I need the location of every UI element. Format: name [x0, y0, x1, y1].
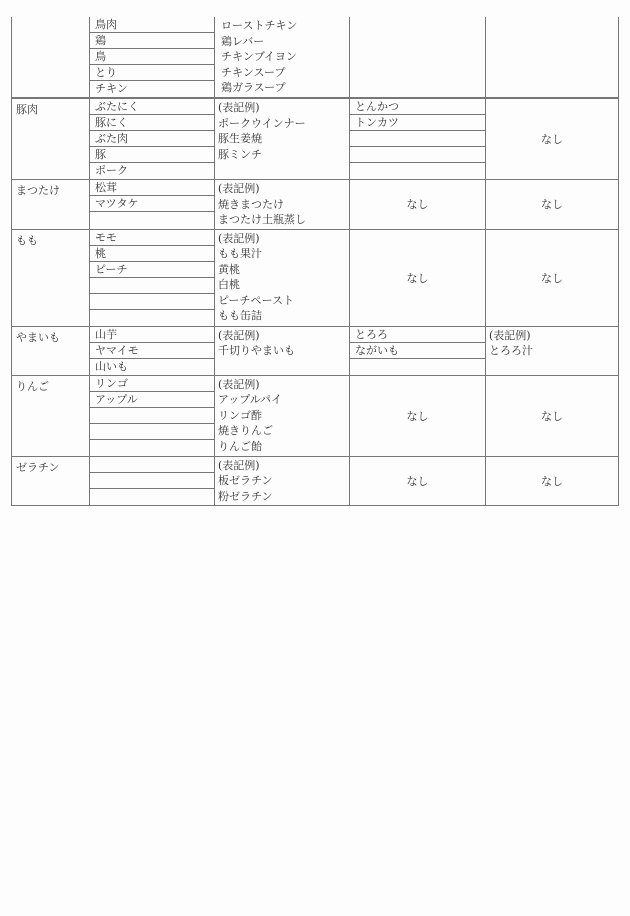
examples-cell — [214, 327, 349, 375]
col5-item: (表記例) — [489, 328, 531, 342]
alias: リンゴ — [90, 376, 214, 392]
alias — [90, 424, 214, 440]
aliases-cell — [89, 99, 214, 179]
alias: モモ — [90, 230, 214, 246]
table-row-matsutake — [11, 180, 619, 230]
col4-item: トンカツ — [350, 115, 485, 131]
table-row-chicken — [11, 17, 619, 98]
col5-cell: なし — [485, 180, 619, 229]
example: もも果汁 — [218, 247, 262, 260]
item-name-cell: もも — [11, 230, 89, 326]
alias: ポーク — [95, 164, 128, 177]
examples-cell — [214, 17, 349, 97]
aliases-cell — [89, 457, 214, 506]
col5-cell: なし — [485, 376, 619, 456]
item-name-cell: りんご — [11, 376, 89, 456]
col4-item — [350, 163, 485, 179]
alias: 鳥 — [90, 49, 214, 65]
item-name-cell: やまいも — [11, 327, 89, 375]
example: ポークウインナー — [218, 116, 306, 130]
example: アップルパイ — [218, 393, 283, 406]
example: 板ゼラチン — [218, 474, 273, 487]
example: (表記例) — [218, 458, 260, 472]
alias — [90, 408, 214, 424]
example: ローストチキン — [221, 19, 298, 32]
item-name-cell: ゼラチン — [11, 457, 89, 506]
item-name-cell: まつたけ — [11, 180, 89, 229]
example: 黄桃 — [218, 262, 240, 276]
table-row-peach — [11, 230, 619, 327]
examples-cell — [214, 99, 349, 179]
example: 焼きりんご — [218, 424, 273, 437]
example: まつたけ土瓶蒸し — [218, 213, 306, 226]
col4-item — [350, 131, 485, 147]
examples-cell — [214, 457, 349, 506]
alias: 豚 — [90, 147, 214, 163]
example: 豚ミンチ — [218, 147, 262, 161]
alias — [90, 473, 214, 489]
example: りんご飴 — [218, 439, 262, 453]
aliases-cell — [89, 180, 214, 229]
alias: 鳥肉 — [90, 17, 214, 33]
alias — [90, 440, 214, 456]
table-row-pork — [11, 98, 619, 180]
examples-cell — [214, 376, 349, 456]
example: 焼きまつたけ — [218, 197, 284, 211]
example: (表記例) — [218, 182, 260, 195]
alias: 桃 — [90, 246, 214, 262]
col4-cell — [349, 327, 485, 375]
example: チキンブイヨン — [221, 50, 297, 63]
example: 鶏レバー — [221, 34, 265, 48]
example: 千切りやまいも — [218, 344, 295, 357]
example: ピーチペースト — [218, 293, 295, 307]
col4-item: とろろ — [350, 327, 485, 343]
table-row-apple — [11, 376, 619, 457]
examples-cell — [214, 230, 349, 326]
col4-item — [350, 359, 485, 375]
alias — [90, 310, 214, 326]
aliases-cell — [89, 327, 214, 375]
example: チキンスープ — [221, 65, 286, 79]
alias: ぶた肉 — [90, 131, 214, 147]
aliases-cell — [89, 230, 214, 326]
alias — [90, 212, 214, 228]
alias — [90, 489, 214, 505]
allergen-table — [11, 17, 619, 506]
col5-cell — [485, 17, 619, 97]
col5-cell: なし — [485, 99, 619, 179]
col5-cell: なし — [485, 230, 619, 326]
example: (表記例) — [218, 231, 260, 245]
col5-cell: なし — [485, 457, 619, 506]
alias: とり — [90, 65, 214, 81]
col4-cell: なし — [349, 230, 485, 326]
alias: 松茸 — [90, 180, 214, 196]
item-name-cell: 豚肉 — [11, 99, 89, 179]
example: (表記例) — [218, 328, 260, 342]
alias: ヤマイモ — [90, 343, 214, 359]
example: リンゴ酢 — [218, 408, 262, 422]
alias: ぶたにく — [90, 99, 214, 115]
col4-item: ながいも — [350, 343, 485, 359]
alias — [90, 278, 214, 294]
examples-cell — [214, 180, 349, 229]
aliases-cell — [89, 376, 214, 456]
col4-cell: なし — [349, 376, 485, 456]
col5-item: とろろ汁 — [489, 344, 533, 357]
col4-cell — [349, 17, 485, 97]
alias: 山芋 — [90, 327, 214, 343]
table-row-gelatin — [11, 457, 619, 507]
example: 粉ゼラチン — [218, 489, 273, 503]
col4-cell — [349, 99, 485, 179]
example: もも缶詰 — [218, 309, 262, 322]
alias — [90, 294, 214, 310]
alias: 豚にく — [90, 115, 214, 131]
alias: マツタケ — [90, 196, 214, 212]
example: 鶏ガラスープ — [221, 81, 286, 94]
col4-cell: なし — [349, 180, 485, 229]
col4-item — [350, 147, 485, 163]
alias: 山いも — [95, 359, 128, 373]
alias: アップル — [90, 392, 214, 408]
example: (表記例) — [218, 101, 260, 114]
example: 豚生姜焼 — [218, 132, 262, 145]
table-row-yam — [11, 327, 619, 376]
example: (表記例) — [218, 377, 260, 391]
col4-cell: なし — [349, 457, 485, 506]
aliases-cell — [89, 17, 214, 97]
alias: 鶏 — [90, 33, 214, 49]
alias — [90, 457, 214, 473]
item-name-cell — [11, 17, 89, 97]
alias: チキン — [95, 82, 128, 95]
col5-cell — [485, 327, 619, 375]
alias: ピーチ — [90, 262, 214, 278]
col4-item: とんかつ — [350, 99, 485, 115]
example: 白桃 — [218, 278, 240, 291]
